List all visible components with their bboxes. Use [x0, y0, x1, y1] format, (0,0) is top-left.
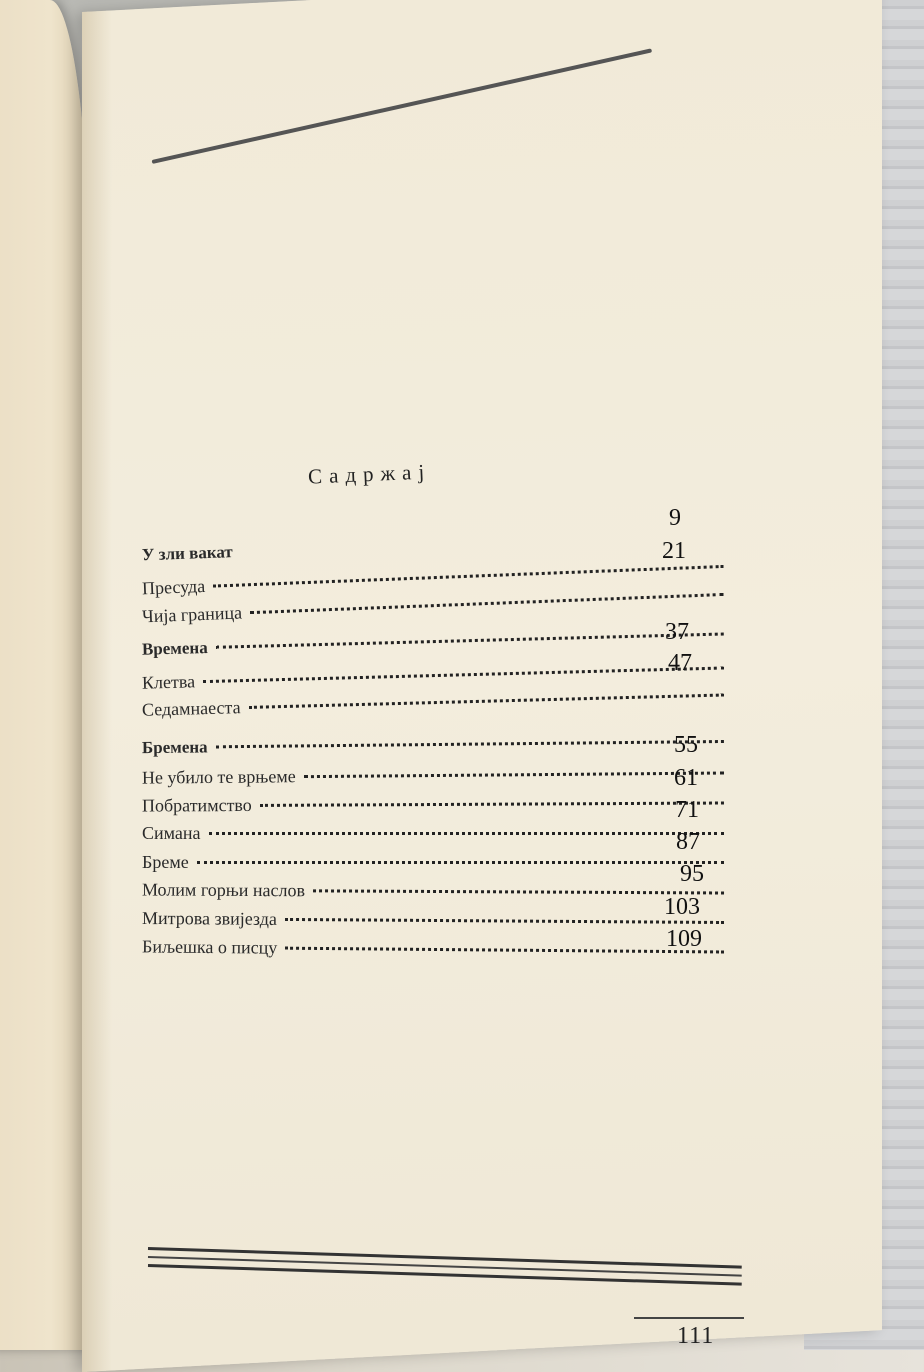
dot-leader	[304, 763, 724, 778]
toc-entry-simana	[142, 823, 732, 853]
page-number: 103	[664, 894, 700, 920]
dot-leader	[285, 910, 724, 924]
page-number: 109	[666, 926, 702, 952]
left-page-edge	[0, 0, 90, 1350]
toc-entry-label: Пресуда	[141, 575, 206, 599]
page-folio: 111	[677, 1323, 715, 1349]
toc-entry-label: Клетва	[141, 671, 196, 693]
page-number: 47	[668, 650, 692, 676]
page-number: 21	[662, 538, 686, 564]
toc-entry-label: Чија граница	[141, 602, 243, 627]
toc-entry-pobratimstvo	[142, 792, 732, 825]
toc-entry-label: Побратимство	[141, 794, 252, 816]
toc-entry-label: Седамнаеста	[141, 697, 241, 720]
dot-leader	[285, 939, 724, 954]
page-number: 61	[674, 765, 698, 791]
page-number: 71	[675, 797, 699, 823]
toc-entry-label: Митрова звијезда	[141, 907, 277, 929]
page-number: 95	[680, 861, 704, 887]
page-number: 37	[665, 619, 689, 645]
toc-entry-biljeska	[142, 936, 732, 971]
toc-entry-label: Молим горњи наслов	[141, 879, 306, 901]
dot-leader	[197, 853, 724, 864]
toc-entry-label: Не убило те врњеме	[141, 766, 296, 788]
toc-title: Садржај	[307, 459, 432, 489]
toc-entry-breme	[142, 852, 732, 882]
toc-entry-label: Биљешка о писцу	[141, 936, 278, 958]
dot-leader	[209, 824, 724, 835]
dot-leader	[260, 793, 724, 806]
toc-entry-label: Бреме	[142, 852, 189, 872]
toc-heading-label: Бремена	[141, 737, 208, 758]
dot-leader	[216, 732, 724, 748]
dot-leader	[313, 881, 724, 894]
toc-heading-label: Времена	[141, 638, 208, 659]
page-content	[82, 0, 882, 1350]
folio-rule	[634, 1317, 744, 1319]
page-number: 55	[674, 732, 698, 758]
page-number: 9	[669, 505, 681, 531]
toc-entry-label: Симана	[142, 823, 201, 843]
page-number: 87	[676, 829, 700, 855]
toc-heading-label: У зли вакат	[141, 542, 234, 565]
